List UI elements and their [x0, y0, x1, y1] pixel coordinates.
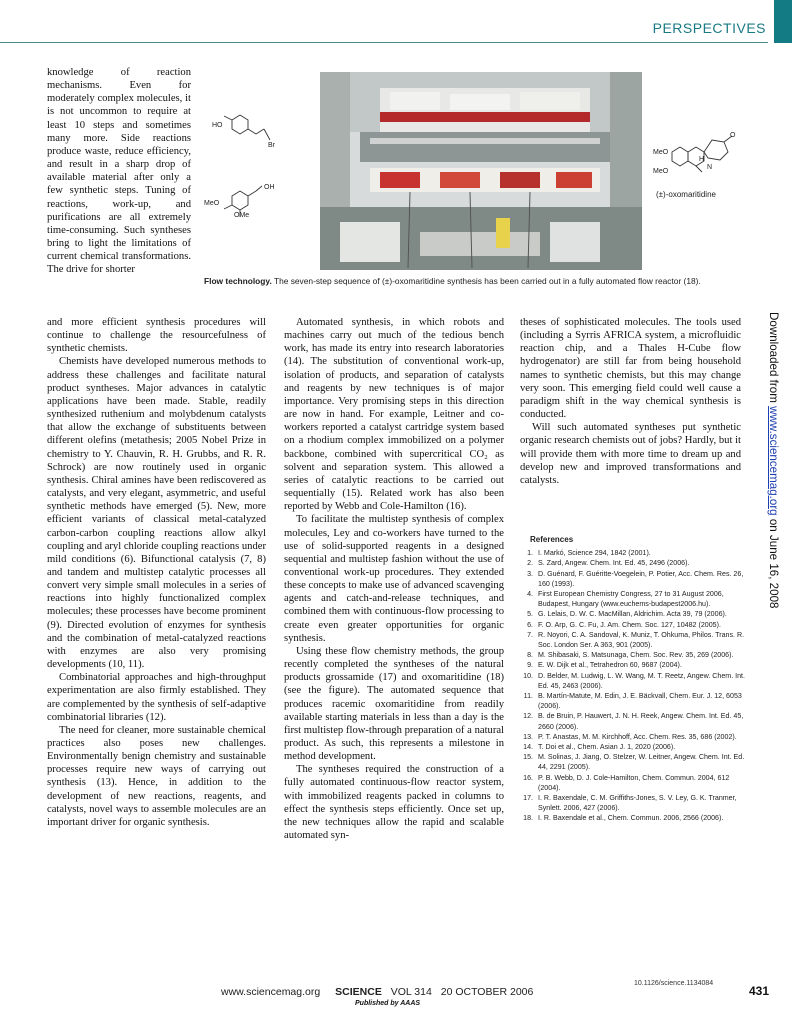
figure: [204, 72, 748, 270]
label-ome: OMe: [234, 212, 250, 219]
section-label: PERSPECTIVES: [652, 20, 766, 36]
reference-number: 1.: [527, 549, 533, 558]
reference-item: [520, 773, 752, 793]
reference-number: 6.: [527, 620, 533, 629]
label-ho: HO: [212, 122, 223, 129]
reference-item: [520, 813, 752, 823]
reference-item: [520, 711, 752, 731]
section-tab: [774, 0, 792, 43]
reference-number: 17.: [523, 794, 533, 803]
label-oh: OH: [264, 184, 275, 191]
download-notice: [767, 312, 780, 608]
reference-number: 13.: [523, 732, 533, 741]
reference-text: G. Lelais, D. W. C. MacMillan, Aldrichim. Acta 39, 79 (2006).: [538, 610, 727, 619]
reference-number: 2.: [527, 559, 533, 568]
reference-number: 8.: [527, 651, 533, 660]
references-heading: References: [530, 535, 574, 544]
reference-item: [520, 793, 752, 813]
references: [520, 535, 752, 824]
figure-caption: [204, 275, 749, 287]
label-meo: MeO: [204, 200, 220, 207]
column-2: [284, 316, 504, 842]
reference-text: D. Belder, M. Ludwig, L. W. Wang, M. T. Reetz, Angew. Chem. Int. Ed. 45, 2463 (2006).: [538, 671, 745, 690]
reference-item: [520, 630, 752, 650]
reference-number: 5.: [527, 610, 533, 619]
download-prefix: Downloaded from: [767, 312, 780, 407]
reference-item: [520, 609, 752, 619]
paragraph: Will such automated syntheses put synthetic organic research chemists out of jobs? Hardly, but it will provide them with more time to dream up and develop new and improved transformations and catalysts.: [520, 422, 741, 486]
reference-text: B. de Bruin, P. Hauwert, J. N. H. Reek, Angew. Chem. Int. Ed. 45, 2660 (2006).: [538, 712, 744, 731]
column-1-top: [47, 66, 191, 277]
label-o: O: [730, 132, 736, 139]
paragraph: Automated synthesis, in which robots and machines carry out much of the tedious bench work, has made its entry into research laboratories (14). The substitution of conventional work-up, isolation of products, and separation of catalysts and reagents by new techniques is of major importance. Very promising steps in this direction are now in hand. For example, Leitner and co-workers reported a catalyst cartridge system based on a rhodium complex immobilized on a polymer backbone, combined with supercritical CO₂ as solvent and separation system. This allowed a series of catalytic reactions to be carried out sequentially (15). Related work has also been reported by Webb and Cole-Hamilton (16).: [284, 317, 504, 513]
footer-date: 20 OCTOBER 2006: [440, 986, 534, 998]
reference-text: M. Shibasaki, S. Matsunaga, Chem. Soc. Rev. 35, 269 (2006).: [538, 651, 734, 660]
reference-text: M. Solinas, J. Jiang, O. Stelzer, W. Leitner, Angew. Chem. Int. Ed. 44, 2291 (2005).: [538, 753, 745, 772]
paragraph: theses of sophisticated molecules. The tools used (including a Syrris AFRICA system, a microfluidic reaction chip, and a Thales H-Cube flow hydrogenator) are still far from being household names to synthetic chemists, but this may change very soon. This emerging field could well cause a paradigm shift in the way chemical synthesis is conducted.: [520, 317, 741, 421]
label-br: Br: [268, 142, 275, 149]
reference-text: B. Martín-Matute, M. Edin, J. E. Bäckvall, Chem. Eur. J. 12, 6053 (2006).: [538, 692, 742, 711]
reference-text: F. O. Arp, G. C. Fu, J. Am. Chem. Soc. 127, 10482 (2005).: [538, 620, 721, 629]
reference-text: R. Noyori, C. A. Sandoval, K. Muniz, T. Ohkuma, Philos. Trans. R. Soc. London Ser. A 363, 901 (2005).: [538, 630, 745, 650]
page-number: 431: [749, 984, 770, 998]
reference-number: 9.: [527, 661, 533, 670]
paragraph: Using these flow chemistry methods, the group recently completed the syntheses of the natural products grossamide (17) and oxomaritidine (18) (see the figure). The automated sequence that produces racemic oxomaritidine from readily available starting materials in less than a day is the first multistep flow-through preparation of a natural product. As such, this represents a milestone in method development.: [284, 645, 504, 763]
reference-number: 14.: [523, 743, 533, 752]
doi: 10.1126/science.1134084: [634, 980, 714, 987]
reference-item: [520, 558, 752, 568]
reference-text: I. Markó, Science 294, 1842 (2001).: [538, 549, 651, 558]
footer-journal: SCIENCE: [335, 986, 382, 998]
phenol-ring: [232, 115, 248, 134]
reference-item: [520, 742, 752, 752]
reference-item: [520, 732, 752, 742]
column-3: [520, 316, 741, 487]
reference-item: [520, 660, 752, 670]
caption-text: The seven-step sequence of (±)-oxomaritidine synthesis has been carried out in a fully automated flow reactor (18).: [271, 276, 701, 286]
label-h: H: [699, 156, 705, 163]
label-n: N: [707, 164, 713, 171]
reference-item: [520, 752, 752, 772]
column-1: [47, 316, 266, 829]
download-link[interactable]: www.sciencemag.org: [767, 406, 780, 516]
reference-item: [520, 569, 752, 589]
reference-number: 10.: [523, 671, 533, 680]
reference-text: T. Doi et al., Chem. Asian J. 1, 2020 (2006).: [538, 743, 676, 752]
reagent-structures: [204, 72, 320, 232]
paragraph: The need for cleaner, more sustainable chemical practices also poses new challenges. Environmentally benign chemistry and sustainable processes require new ways of carrying out synthesis (13). Hence, in addition to the development of new reactions, reagents, and catalysts, novel ways to assemble molecules are an important driver for organic synthesis.: [47, 724, 266, 828]
reference-text: First European Chemistry Congress, 27 to 31 August 2006, Budapest, Hungary (www.euchems-budapest2006.hu).: [538, 590, 724, 609]
paragraph: and more efficient synthesis procedures will continue to challenge the resourcefulness of synthetic chemists.: [47, 317, 266, 355]
footer-url[interactable]: www.sciencemag.org: [221, 986, 321, 998]
paragraph: Chemists have developed numerous methods to address these challenges and facilitate natural product syntheses. Major advances in catalytic applications have been made. Stable, readily synthesized ruthenium and molybdenum catalysts that allow the exchange of substituents between different olefins (metathesis; 2005 Nobel Prize in chemistry to Y. Chauvin, R. H. Grubbs, and R. R. Schrock) are now routinely used in organic synthesis. Chiral amines have been rediscovered as catalysts, and very elegant, asymmetric, and useful synthetic methods have emerged (5). New, more efficient variants of classical metal-catalyzed carbon-carbon coupling reactions allow alkyl coupling and aryl chloride coupling reactions under mild conditions (6). Bifunctional catalysis (7, 8) and tandem and multistep catalytic processes all convert very simple small molecules in a series of reactions into highly functionalized complex molecules; these processes have become prominent (9). Directed evolution of enzymes for synthesis and the combination of metal-catalyzed reactions with enzymes are also very promising developments (10, 11).: [47, 356, 266, 671]
published-by: Published by AAAS: [355, 1000, 421, 1007]
header-rule: [0, 42, 768, 43]
reference-text: I. R. Baxendale, C. M. Griffiths-Jones, S. V. Ley, G. K. Tranmer, Synlett. 2006, 427 (2006).: [538, 794, 737, 813]
footer: [221, 986, 539, 998]
product-name: (±)-oxomaritidine: [656, 190, 716, 199]
reference-number: 7.: [527, 630, 533, 639]
reference-item: [520, 671, 752, 691]
reference-text: I. R. Baxendale et al., Chem. Commun. 2006, 2566 (2006).: [538, 814, 724, 823]
reference-number: 18.: [523, 814, 533, 823]
flow-reactor-photo: [320, 72, 642, 270]
references-list: [520, 548, 752, 823]
reference-item: [520, 548, 752, 558]
reference-item: [520, 691, 752, 711]
reference-item: [520, 650, 752, 660]
paragraph: knowledge of reaction mechanisms. Even for moderately complex molecules, it is not uncommon to require at least 10 steps and sometimes many more. Side reactions produce waste, reduce efficiency, and result in a sharp drop of available material after only a few synthetic steps. Tuning of reactions, work-up, and purifications are all extremely time-consuming. Such syntheses bring to light the limitations of current chemical transformations. The drive for shorter: [47, 67, 191, 276]
reference-number: 4.: [527, 590, 533, 599]
reference-text: P. T. Anastas, M. M. Kirchhoff, Acc. Chem. Res. 35, 686 (2002).: [538, 732, 737, 741]
reference-text: P. B. Webb, D. J. Cole-Hamilton, Chem. Commun. 2004, 612 (2004).: [538, 773, 730, 792]
label-meo-product-1: MeO: [653, 149, 669, 156]
reference-number: 3.: [527, 569, 533, 578]
reference-number: 15.: [523, 753, 533, 762]
paragraph: The syntheses required the construction of a fully automated continuous-flow reactor system, with immobilized reagents packed in columns to effect the synthesis steps efficiently. Once set up, the new techniques allow the rapid and scalable automated syn-: [284, 764, 504, 842]
paragraph: To facilitate the multistep synthesis of complex molecules, Ley and co-workers have turned to the use of solid-supported reagents in a designed sequential and multistep fashion without the use of conventional work-up procedures. They extended these concepts to make use of advanced scavenging agents and catch-and-release techniques, and combined them with continuous-flow processing to create even greater opportunities for organic synthesis.: [284, 514, 504, 644]
footer-volume: VOL 314: [390, 986, 432, 998]
reference-number: 12.: [523, 712, 533, 721]
reference-number: 16.: [523, 773, 533, 782]
reference-text: E. W. Dijk et al., Tetrahedron 60, 9687 (2004).: [538, 661, 682, 670]
paragraph: Combinatorial approaches and high-throughput experimentation are also firmly established. They are complemented by the synthesis of self-adaptive combinatorial libraries (12).: [47, 672, 266, 723]
reference-text: S. Zard, Angew. Chem. Int. Ed. 45, 2496 (2006).: [538, 559, 690, 568]
reference-item: [520, 589, 752, 609]
reference-number: 11.: [523, 692, 533, 701]
label-meo-product-2: MeO: [653, 168, 669, 175]
reference-text: D. Guénard, F. Guéritte-Voegelein, P. Potier, Acc. Chem. Res. 26, 160 (1993).: [538, 569, 744, 588]
reference-item: [520, 620, 752, 630]
caption-title: Flow technology.: [204, 276, 272, 286]
benzyl-alcohol-ring: [232, 191, 248, 210]
download-suffix: on June 16, 2008: [767, 515, 780, 609]
flow-reactor-illustration: [320, 72, 642, 270]
